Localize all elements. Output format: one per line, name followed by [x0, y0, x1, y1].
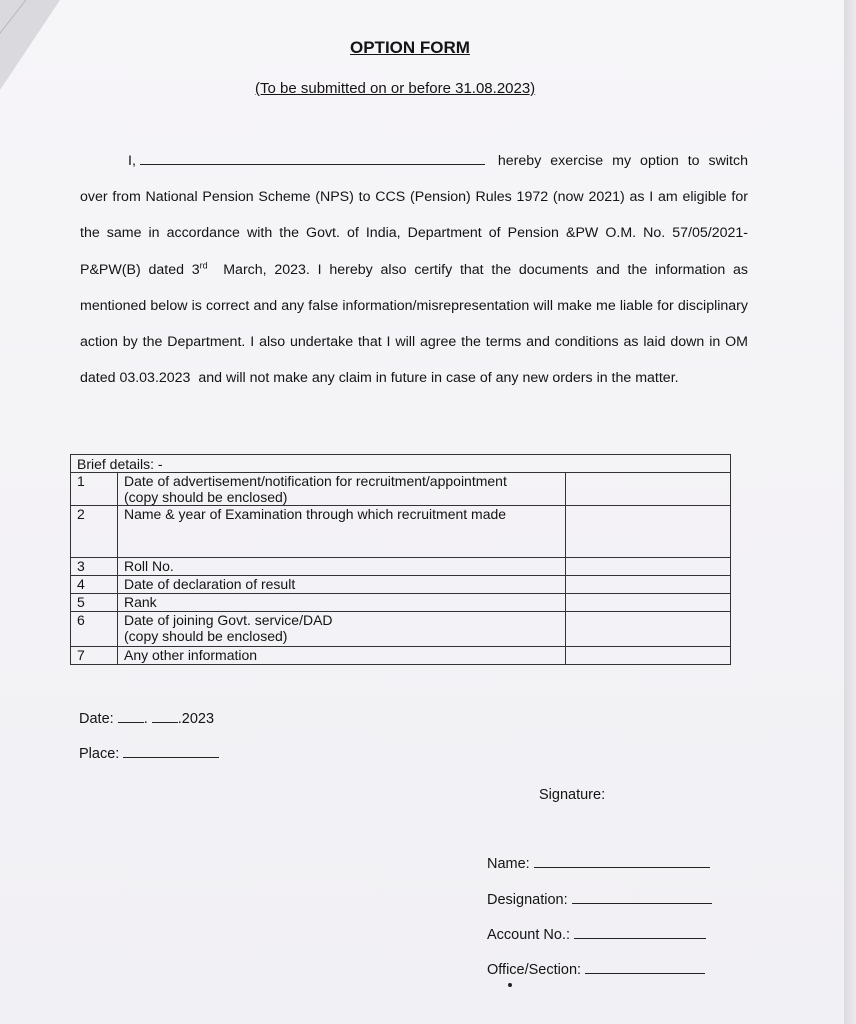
row-label-line1: Name & year of Examination through which recruitment made [124, 506, 507, 522]
office-section-blank[interactable] [585, 961, 705, 974]
row-number: 5 [71, 594, 118, 612]
place-field [79, 745, 219, 762]
date-field [79, 710, 214, 727]
declaration-text-continued: March, 2023. I hereby also certify that the documents and the information as mentioned below is correct and any false information/misrepresentation will make me liable for disciplinary action by the Department. I also undertake that I will agree the terms and conditions as laid down in OM dated 03.03.2023 and will not make any claim in future in case of any new orders in the matter. [80, 261, 752, 387]
brief-details-table [70, 454, 731, 665]
row-number: 1 [71, 473, 118, 506]
row-value-cell[interactable] [566, 612, 731, 647]
name-label: Name: [487, 856, 530, 872]
date-month-blank[interactable] [152, 710, 178, 723]
row-label-line1: Date of advertisement/notification for recruitment/appointment [124, 473, 507, 489]
row-label [118, 473, 566, 506]
office-section-label: Office/Section: [487, 962, 582, 978]
row-value-cell[interactable] [566, 647, 731, 665]
table-heading-row [71, 455, 731, 473]
signature-label: Signature: [539, 787, 606, 803]
name-field [487, 855, 710, 872]
folded-corner [0, 0, 60, 90]
row-label: Date of declaration of result [118, 576, 566, 594]
row-value-cell[interactable] [566, 473, 731, 506]
row-value-cell[interactable] [566, 594, 731, 612]
row-label-line1: Date of joining Govt. service/DAD [124, 612, 333, 628]
table-row [71, 473, 731, 506]
row-value-cell[interactable] [566, 576, 731, 594]
row-number: 3 [71, 558, 118, 576]
table-heading: Brief details: - [71, 455, 731, 473]
ink-dot [508, 983, 512, 987]
table-row [71, 558, 731, 576]
table-row [71, 594, 731, 612]
date-separator: . [143, 711, 148, 727]
place-blank[interactable] [123, 745, 219, 758]
row-label-line2: (copy should be enclosed) [124, 489, 288, 505]
date-year: .2023 [177, 711, 215, 727]
row-number: 7 [71, 647, 118, 665]
row-value-cell[interactable] [566, 506, 731, 558]
row-number: 4 [71, 576, 118, 594]
row-label: Any other information [118, 647, 566, 665]
applicant-name-blank[interactable] [140, 150, 485, 165]
row-number: 6 [71, 612, 118, 647]
row-number: 2 [71, 506, 118, 558]
declaration-text: hereby exercise my option to switch over from National Pension Scheme (NPS) to CCS (Pension) Rules 1972 (now 2021) as I am eligible for the same in accordance with the Govt. of India, Department of Pension &PW O.M. No. 57/05/2021-P&PW(B) dated 3 [80, 153, 748, 278]
date-label: Date: [79, 711, 114, 727]
form-title: OPTION FORM [350, 38, 470, 57]
row-label [118, 612, 566, 647]
table-row [71, 576, 731, 594]
row-label: Roll No. [118, 558, 566, 576]
date-day-blank[interactable] [118, 710, 144, 723]
table-row [71, 506, 731, 558]
page-edge [844, 0, 856, 1024]
account-blank[interactable] [574, 926, 706, 939]
date-ordinal-superscript: rd [199, 259, 208, 270]
row-label: Rank [118, 594, 566, 612]
table-row [71, 612, 731, 647]
table-row [71, 647, 731, 665]
declaration-paragraph [80, 143, 752, 396]
designation-field [487, 891, 712, 908]
declaration-prefix: I, [128, 153, 136, 169]
place-label: Place: [79, 746, 120, 762]
designation-blank[interactable] [572, 891, 712, 904]
account-label: Account No.: [487, 927, 571, 943]
name-blank[interactable] [534, 855, 710, 868]
office-section-field [487, 961, 705, 978]
row-label-line2: (copy should be enclosed) [124, 628, 288, 644]
submission-deadline: (To be submitted on or before 31.08.2023) [255, 80, 536, 97]
row-label [118, 506, 566, 558]
designation-label: Designation: [487, 892, 568, 908]
account-field [487, 926, 706, 943]
row-value-cell[interactable] [566, 558, 731, 576]
